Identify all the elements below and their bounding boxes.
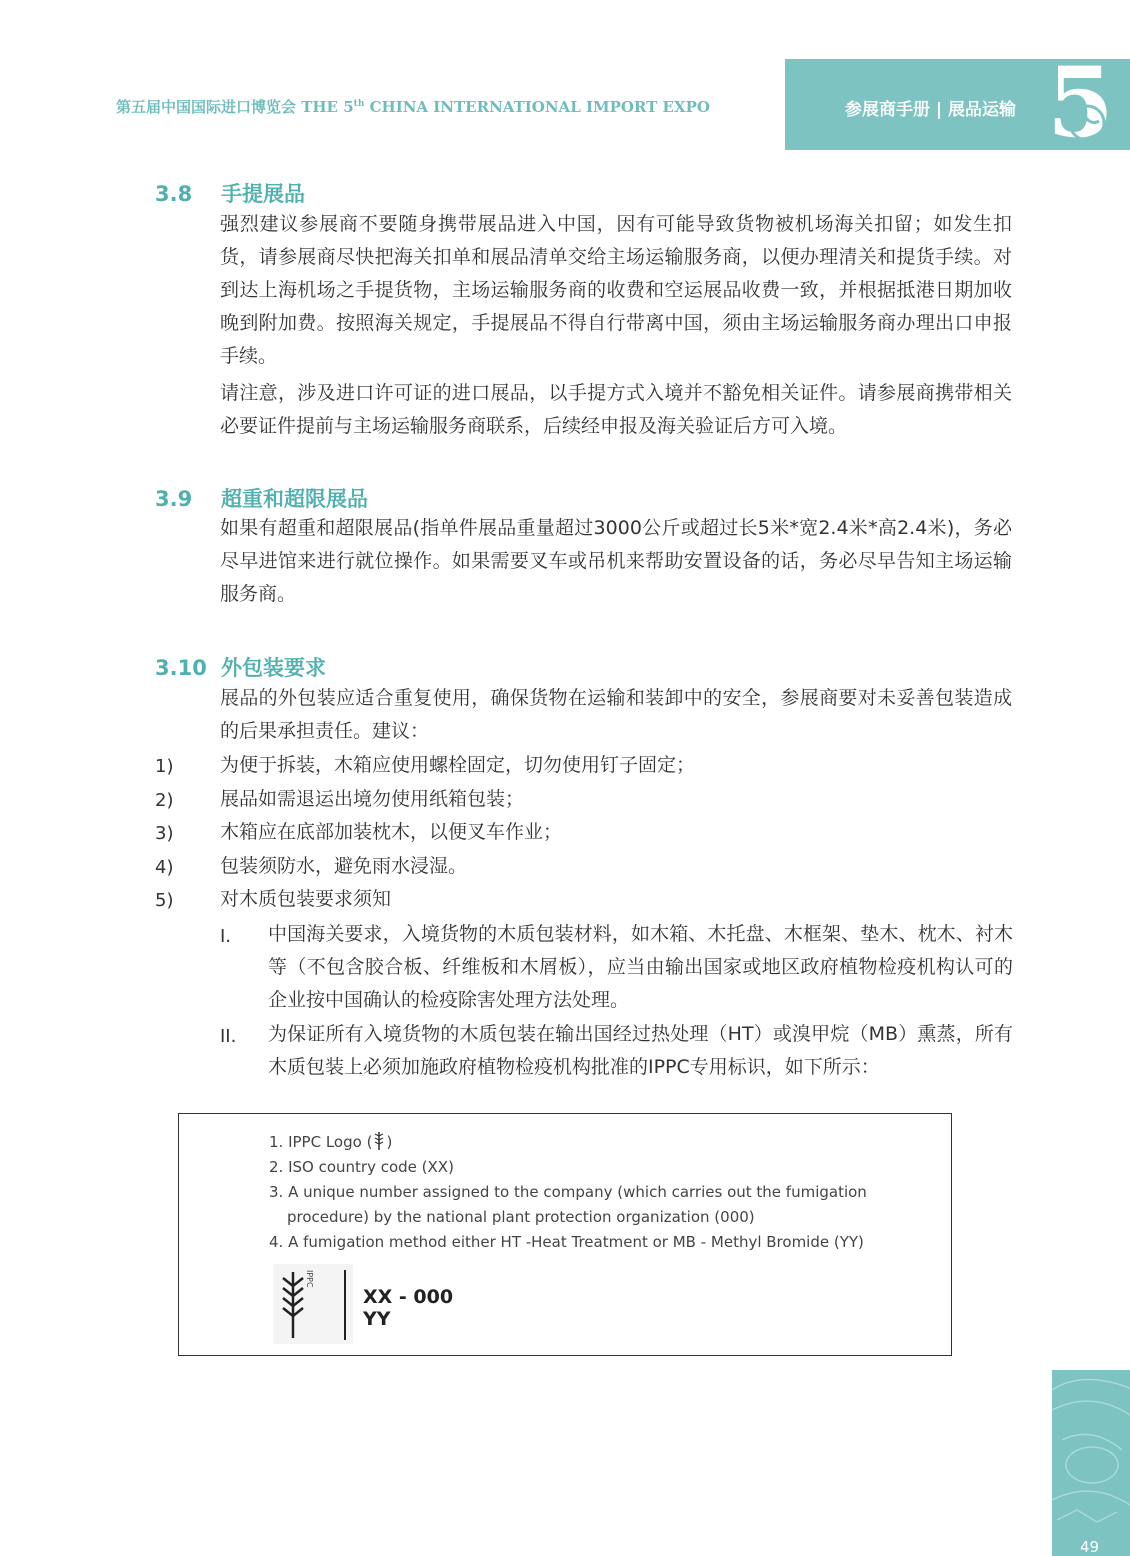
ippc-list-item: 4. A fumigation method either HT -Heat Treatment or MB - Methyl Bromide (YY) xyxy=(269,1233,864,1251)
list-item: 展品如需退运出境勿使用纸箱包装； xyxy=(220,788,525,810)
list-item-number: 2) xyxy=(155,790,174,811)
list-item: 木箱应在底部加装枕木，以便叉车作业； xyxy=(220,821,563,843)
section-3-9-paragraph: 如果有超重和超限展品(指单件展品重量超过3000公斤或超过长5米*宽2.4米*高2.4米)，务必尽早进馆来进行就位操作。如果需要叉车或吊机来帮助安置设备的话，务必尽早告知主场运输服务商。 xyxy=(220,517,1012,605)
ippc-vertical-text: IPPC xyxy=(305,1270,314,1288)
decorative-pattern-icon xyxy=(1052,1370,1130,1556)
sub-item: 为保证所有入境货物的木质包装在输出国经过热处理（HT）或溴甲烷（MB）熏蒸，所有木质包装上必须加施政府植物检疫机构批准的IPPC专用标识，如下所示： xyxy=(268,1023,1013,1078)
list-item-number: 3) xyxy=(155,823,174,844)
list-item: 包装须防水，避免雨水浸湿。 xyxy=(220,855,468,877)
header-expo-title: 第五届中国国际进口博览会 THE 5th CHINA INTERNATIONAL IMPORT EXPO xyxy=(116,98,710,116)
ippc-mark-code: XX - 000 YY xyxy=(363,1286,454,1330)
list-item: 对木质包装要求须知 xyxy=(220,888,392,910)
list-item-number: 1) xyxy=(155,756,174,777)
list-item-number: 5) xyxy=(155,890,174,911)
wheat-icon xyxy=(372,1131,386,1151)
page-number: 49 xyxy=(1080,1538,1100,1556)
section-3-10-title: 3.10 外包装要求 xyxy=(155,656,326,680)
sub-item: 中国海关要求，入境货物的木质包装材料，如木箱、木托盘、木框架、垫木、枕木、衬木等（不包含胶合板、纤维板和木屑板），应当由输出国家或地区政府植物检疫机构认可的企业按中国确认的检疫除害处理方法处理。 xyxy=(268,923,1013,1011)
expo-logo-number: 5 xyxy=(1047,59,1114,150)
list-item: 为便于拆装，木箱应使用螺栓固定，切勿使用钉子固定； xyxy=(220,754,696,776)
ippc-mark-box xyxy=(178,1113,952,1356)
list-item-number: 4) xyxy=(155,857,174,878)
ippc-list-item: 2. ISO country code (XX) xyxy=(269,1158,454,1176)
ippc-list-item: 1. IPPC Logo ( ) xyxy=(269,1133,393,1151)
ippc-mark-sample xyxy=(273,1264,463,1344)
section-3-9-title: 3.9 超重和超限展品 xyxy=(155,487,368,511)
ippc-list-item-continued: procedure) by the national plant protection organization (000) xyxy=(287,1208,755,1226)
footer-decorative-band xyxy=(1052,1370,1130,1556)
header-band xyxy=(785,59,1130,150)
section-3-8-paragraph-2: 请注意，涉及进口许可证的进口展品，以手提方式入境并不豁免相关证件。请参展商携带相关必要证件提前与主场运输服务商联系，后续经申报及海关验证后方可入境。 xyxy=(220,382,1012,437)
section-3-10-paragraph: 展品的外包装应适合重复使用，确保货物在运输和装卸中的安全，参展商要对未妥善包装造成的后果承担责任。建议： xyxy=(220,687,1012,742)
ippc-requirements-list xyxy=(269,1130,909,1255)
section-3-8-paragraph-1: 强烈建议参展商不要随身携带展品进入中国，因有可能导致货物被机场海关扣留；如发生扣货，请参展商尽快把海关扣单和展品清单交给主场运输服务商，以便办理清关和提货手续。对到达上海机场之手提货物，主场运输服务商的收费和空运展品收费一致，并根据抵港日期加收晚到附加费。按照海关规定，手提展品不得自行带离中国，须由主场运输服务商办理出口申报手续。 xyxy=(220,213,1012,367)
globe-logo-icon xyxy=(1067,103,1107,143)
section-3-8-title: 3.8 手提展品 xyxy=(155,182,305,206)
header-section-title: 参展商手册 | 展品运输 xyxy=(845,100,1017,120)
ippc-list-item: 3. A unique number assigned to the company (which carries out the fumigation xyxy=(269,1183,867,1201)
sub-item-number: II. xyxy=(220,1026,237,1047)
sub-item-number: I. xyxy=(220,926,232,947)
